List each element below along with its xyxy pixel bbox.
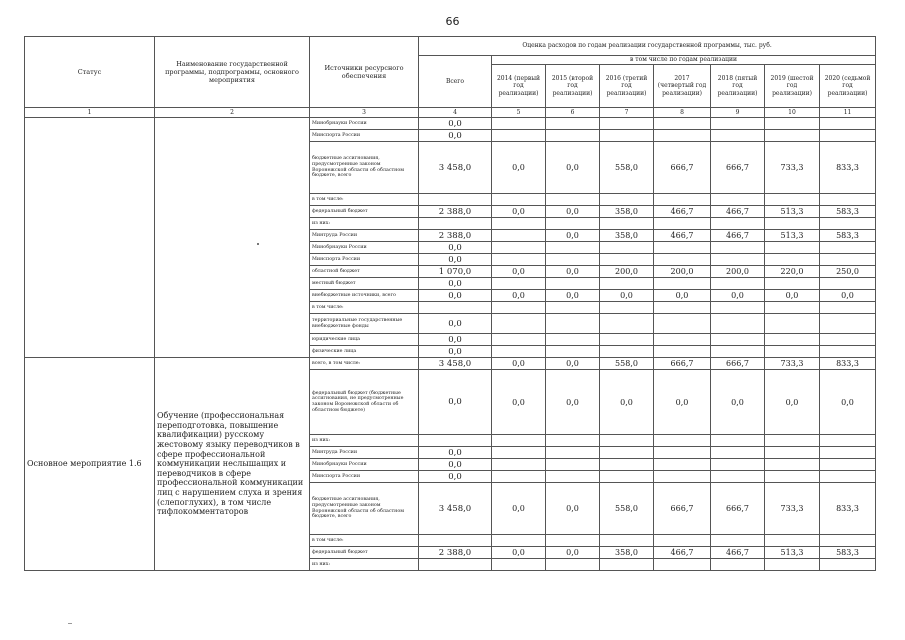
year-value-cell: 666,7 [711,142,765,194]
year-value-cell [711,130,765,142]
page-number: 66 [445,15,460,28]
year-value-cell [820,302,876,314]
year-value-cell [820,459,876,471]
source-cell: Минтруда России [310,230,419,242]
year-value-cell [765,459,820,471]
year-value-cell [492,194,546,206]
total-cell: 0,0 [419,447,492,459]
column-number: 10 [765,108,820,118]
total-cell: 0,0 [419,290,492,302]
source-cell: физические лица [310,346,419,358]
year-value-cell [820,278,876,290]
year-value-cell [492,242,546,254]
year-value-cell [546,118,600,130]
year-value-cell [546,334,600,346]
year-value-cell: 466,7 [654,230,711,242]
year-value-cell [546,218,600,230]
year-value-cell [600,447,654,459]
header-year: 2014 (первый год реализации) [492,65,546,108]
source-cell: Минспорта России [310,471,419,483]
year-value-cell [820,447,876,459]
year-value-cell [765,194,820,206]
source-cell: федеральный бюджет [310,547,419,559]
year-value-cell: 0,0 [820,370,876,435]
year-value-cell [492,559,546,571]
year-value-cell: 0,0 [765,370,820,435]
year-value-cell [820,535,876,547]
year-value-cell: 513,3 [765,206,820,218]
source-cell: Минтруда России [310,447,419,459]
header-year: 2018 (пятый год реализации) [711,65,765,108]
year-value-cell [711,218,765,230]
column-number: 7 [600,108,654,118]
year-value-cell [546,471,600,483]
year-value-cell: 0,0 [492,266,546,278]
year-value-cell [820,118,876,130]
year-value-cell [654,535,711,547]
year-value-cell: 0,0 [492,483,546,535]
year-value-cell [546,302,600,314]
year-value-cell [711,459,765,471]
year-value-cell [492,334,546,346]
year-value-cell [546,447,600,459]
year-value-cell: 583,3 [820,230,876,242]
year-value-cell: 466,7 [654,547,711,559]
year-value-cell [654,278,711,290]
total-cell: 2 388,0 [419,206,492,218]
year-value-cell [765,346,820,358]
year-value-cell: 733,3 [765,142,820,194]
year-value-cell [711,302,765,314]
total-cell: 0,0 [419,242,492,254]
source-cell: в том числе: [310,302,419,314]
year-value-cell [820,130,876,142]
year-value-cell [654,314,711,334]
header-total: Всего [419,56,492,108]
year-value-cell [765,471,820,483]
year-value-cell: 0,0 [492,290,546,302]
year-value-cell [711,254,765,266]
year-value-cell [492,447,546,459]
header-year: 2016 (третий год реализации) [600,65,654,108]
year-value-cell: 583,3 [820,547,876,559]
total-cell: 0,0 [419,278,492,290]
source-cell: бюджетные ассигнования, предусмотренные законом Воронежской области об областном бюджете, всего [310,142,419,194]
year-value-cell: 466,7 [711,206,765,218]
column-number: 1 [25,108,155,118]
year-value-cell: 0,0 [546,206,600,218]
year-value-cell: 0,0 [492,358,546,370]
year-value-cell: 358,0 [600,206,654,218]
year-value-cell: 513,3 [765,230,820,242]
year-value-cell [711,346,765,358]
year-value-cell: 0,0 [546,483,600,535]
total-cell: 0,0 [419,314,492,334]
total-cell [419,559,492,571]
stray-mark [68,623,72,624]
total-cell: 0,0 [419,130,492,142]
year-value-cell [600,535,654,547]
year-value-cell: 0,0 [492,547,546,559]
year-value-cell: 0,0 [492,206,546,218]
year-value-cell [546,535,600,547]
year-value-cell: 513,3 [765,547,820,559]
year-value-cell [600,278,654,290]
source-cell: федеральный бюджет [310,206,419,218]
year-value-cell [820,254,876,266]
year-value-cell [711,242,765,254]
year-value-cell: 833,3 [820,358,876,370]
column-number: 2 [155,108,310,118]
year-value-cell [765,314,820,334]
year-value-cell [546,559,600,571]
year-value-cell [600,130,654,142]
status-cell [25,118,155,358]
year-value-cell [546,346,600,358]
year-value-cell: 0,0 [546,547,600,559]
total-cell: 0,0 [419,370,492,435]
table-row [25,118,876,130]
year-value-cell [492,118,546,130]
year-value-cell [600,218,654,230]
source-cell: в том числе: [310,535,419,547]
year-value-cell: 358,0 [600,230,654,242]
year-value-cell [711,334,765,346]
resource-table [24,36,876,571]
year-value-cell [492,314,546,334]
year-value-cell [820,242,876,254]
year-value-cell [492,302,546,314]
year-value-cell: 0,0 [546,266,600,278]
column-number: 9 [711,108,765,118]
year-value-cell [492,459,546,471]
header-year: 2020 (седьмой год реализации) [820,65,876,108]
year-value-cell [654,471,711,483]
year-value-cell [765,242,820,254]
year-value-cell [492,346,546,358]
year-value-cell [546,459,600,471]
year-value-cell: 0,0 [546,142,600,194]
year-value-cell: 0,0 [600,370,654,435]
source-cell: территориальные государственные внебюджетные фонды [310,314,419,334]
year-value-cell [654,559,711,571]
year-value-cell [654,130,711,142]
year-value-cell [600,559,654,571]
year-value-cell [600,314,654,334]
year-value-cell [820,194,876,206]
year-value-cell: 558,0 [600,483,654,535]
year-value-cell: 583,3 [820,206,876,218]
year-value-cell [546,278,600,290]
year-value-cell: 666,7 [654,142,711,194]
year-value-cell [654,447,711,459]
column-number: 11 [820,108,876,118]
header-year: 2019 (шестой год реализации) [765,65,820,108]
source-cell: Минспорта России [310,254,419,266]
year-value-cell: 733,3 [765,483,820,535]
year-value-cell [820,346,876,358]
header-estimate: Оценка расходов по годам реализации государственной программы, тыс. руб. [419,37,876,56]
year-value-cell [765,535,820,547]
year-value-cell [546,435,600,447]
total-cell: 3 458,0 [419,142,492,194]
source-cell: Минспорта России [310,130,419,142]
source-cell: из них: [310,559,419,571]
source-cell: местный бюджет [310,278,419,290]
year-value-cell [654,302,711,314]
source-cell: областной бюджет [310,266,419,278]
year-value-cell: 833,3 [820,483,876,535]
year-value-cell: 466,7 [711,230,765,242]
column-number: 3 [310,108,419,118]
year-value-cell: 666,7 [711,358,765,370]
header-year: 2015 (второй год реализации) [546,65,600,108]
year-value-cell [820,435,876,447]
total-cell [419,302,492,314]
year-value-cell [600,194,654,206]
year-value-cell: 666,7 [654,483,711,535]
year-value-cell [600,254,654,266]
year-value-cell [492,278,546,290]
total-cell: 3 458,0 [419,358,492,370]
total-cell: 0,0 [419,346,492,358]
year-value-cell: 358,0 [600,547,654,559]
year-value-cell: 250,0 [820,266,876,278]
source-cell: Минобрнауки России [310,242,419,254]
year-value-cell [711,435,765,447]
year-value-cell: 0,0 [546,230,600,242]
header-name: Наименование государственной программы, подпрограммы, основного мероприятия [155,37,310,108]
total-cell: 0,0 [419,471,492,483]
year-value-cell [765,254,820,266]
year-value-cell [820,218,876,230]
year-value-cell [492,471,546,483]
year-value-cell: 0,0 [546,358,600,370]
year-value-cell [711,314,765,334]
year-value-cell [711,471,765,483]
source-cell: федеральный бюджет (бюджетные ассигнования, не предусмотренные законом Воронежской области об областном бюджете) [310,370,419,435]
column-number: 8 [654,108,711,118]
source-cell: Минобрнауки России [310,118,419,130]
total-cell [419,218,492,230]
header-status: Статус [25,37,155,108]
year-value-cell [820,334,876,346]
year-value-cell [600,471,654,483]
year-value-cell [765,130,820,142]
header-including: в том числе по годам реализации [492,56,876,65]
year-value-cell [711,447,765,459]
year-value-cell [600,346,654,358]
year-value-cell [820,471,876,483]
total-cell [419,535,492,547]
year-value-cell [492,218,546,230]
year-value-cell: 0,0 [546,290,600,302]
year-value-cell: 0,0 [820,290,876,302]
year-value-cell [492,230,546,242]
year-value-cell [765,118,820,130]
total-cell: 2 388,0 [419,547,492,559]
year-value-cell: 0,0 [711,370,765,435]
year-value-cell [711,559,765,571]
year-value-cell: 220,0 [765,266,820,278]
year-value-cell: 200,0 [600,266,654,278]
column-number: 6 [546,108,600,118]
table-body [25,118,876,571]
year-value-cell [765,559,820,571]
year-value-cell [492,130,546,142]
year-value-cell: 0,0 [492,370,546,435]
year-value-cell [820,559,876,571]
total-cell: 0,0 [419,254,492,266]
year-value-cell [765,334,820,346]
total-cell: 3 458,0 [419,483,492,535]
total-cell: 1 070,0 [419,266,492,278]
year-value-cell: 0,0 [711,290,765,302]
source-cell: Минобрнауки России [310,459,419,471]
year-value-cell [600,459,654,471]
source-cell: из них: [310,435,419,447]
year-value-cell: 200,0 [711,266,765,278]
year-value-cell [546,242,600,254]
total-cell [419,194,492,206]
year-value-cell: 558,0 [600,142,654,194]
year-value-cell [546,130,600,142]
year-value-cell: 733,3 [765,358,820,370]
year-value-cell: 666,7 [711,483,765,535]
year-value-cell: 0,0 [600,290,654,302]
year-value-cell: 0,0 [765,290,820,302]
year-value-cell [600,334,654,346]
column-number: 5 [492,108,546,118]
year-value-cell: 466,7 [711,547,765,559]
year-value-cell: 0,0 [492,142,546,194]
year-value-cell [711,278,765,290]
source-cell: в том числе: [310,194,419,206]
year-value-cell [820,314,876,334]
year-value-cell [600,435,654,447]
year-value-cell: 558,0 [600,358,654,370]
year-value-cell [711,118,765,130]
year-value-cell [654,194,711,206]
source-cell: из них: [310,218,419,230]
year-value-cell: 0,0 [546,370,600,435]
year-value-cell [600,242,654,254]
year-value-cell: 666,7 [654,358,711,370]
year-value-cell [654,459,711,471]
total-cell: 0,0 [419,459,492,471]
year-value-cell [765,302,820,314]
total-cell: 0,0 [419,118,492,130]
year-value-cell [492,435,546,447]
source-cell: юридические лица [310,334,419,346]
source-cell: бюджетные ассигнования, предусмотренные законом Воронежской области об областном бюджете, всего [310,483,419,535]
year-value-cell [765,278,820,290]
total-cell: 0,0 [419,334,492,346]
measure-name-cell: Обучение (профессиональная переподготовка, повышение квалификации) русскому жестовому языку переводчиков в сфере профессиональной коммуникации неслышащих и переводчиков в сфере профессиональной коммуникации лиц с нарушением слуха и зрения (слепоглухих), в том числе тифлокомментаторов [155,358,310,571]
year-value-cell [546,254,600,266]
year-value-cell [600,118,654,130]
header-year: 2017 (четвертый год реализации) [654,65,711,108]
year-value-cell: 833,3 [820,142,876,194]
column-number: 4 [419,108,492,118]
year-value-cell [600,302,654,314]
year-value-cell: 200,0 [654,266,711,278]
year-value-cell [654,218,711,230]
table-header [25,37,876,118]
year-value-cell [654,435,711,447]
year-value-cell: 0,0 [654,370,711,435]
measure-name-cell [155,118,310,358]
year-value-cell [711,535,765,547]
year-value-cell: 0,0 [654,290,711,302]
year-value-cell [654,242,711,254]
total-cell: 2 388,0 [419,230,492,242]
total-cell [419,435,492,447]
source-cell: внебюджетные источники, всего [310,290,419,302]
year-value-cell [654,254,711,266]
table-row [25,358,876,370]
year-value-cell [546,194,600,206]
header-source: Источники ресурсного обеспечения [310,37,419,108]
year-value-cell [765,435,820,447]
year-value-cell [765,447,820,459]
year-value-cell [765,218,820,230]
year-value-cell: 466,7 [654,206,711,218]
year-value-cell [711,194,765,206]
year-value-cell [546,314,600,334]
year-value-cell [654,334,711,346]
source-cell: всего, в том числе: [310,358,419,370]
year-value-cell [492,254,546,266]
year-value-cell [492,535,546,547]
stray-dot [257,243,259,245]
year-value-cell [654,118,711,130]
year-value-cell [654,346,711,358]
column-numbers-row [25,108,876,118]
status-cell: Основное мероприятие 1.6 [25,358,155,571]
